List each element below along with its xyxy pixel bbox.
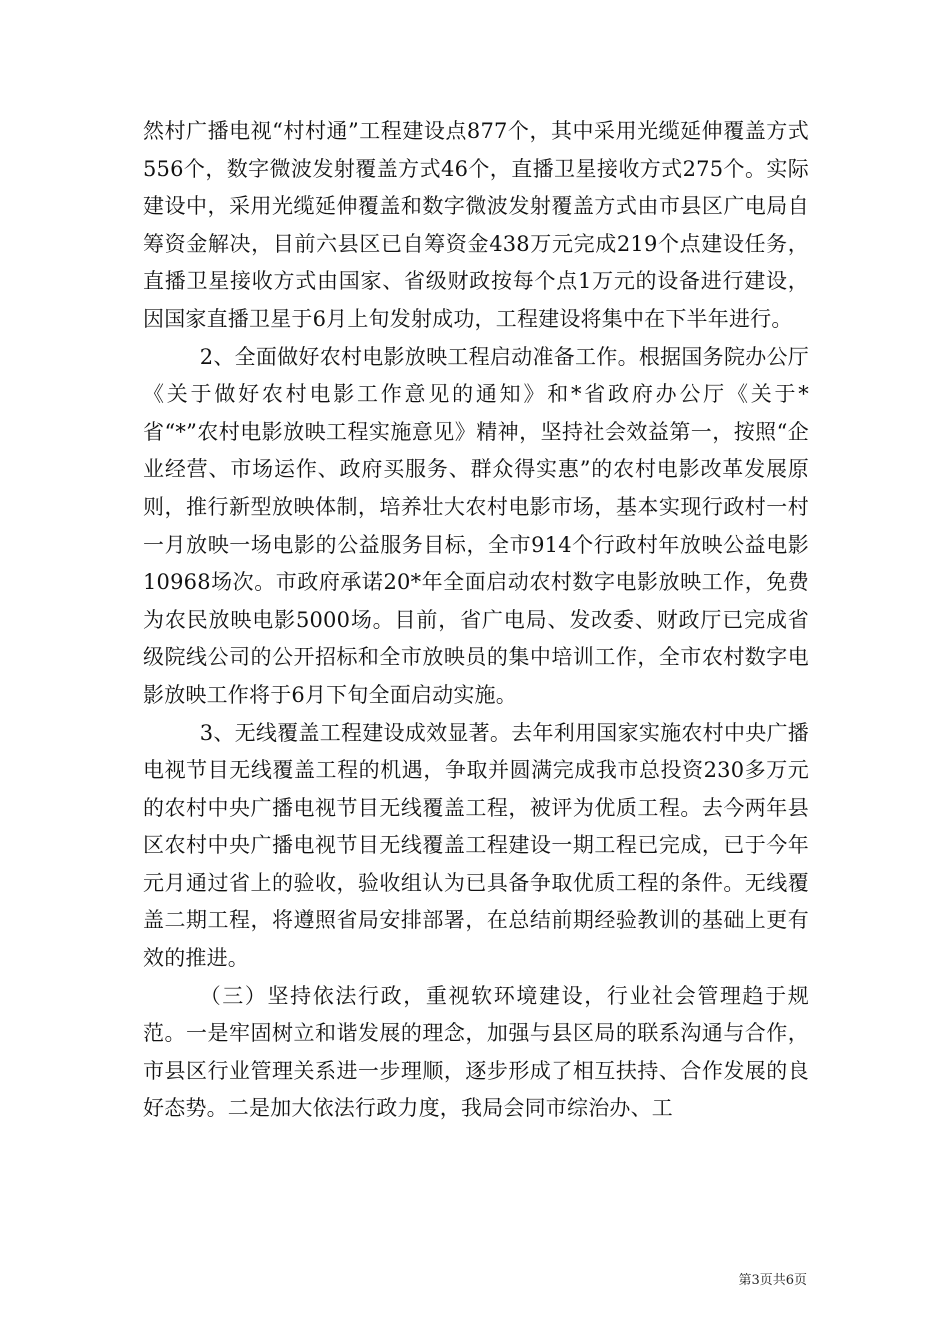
document-body [143, 113, 809, 1128]
page-number-footer: 第3页共6页 [738, 1273, 807, 1288]
paragraph-continuation: 然村广播电视“村村通”工程建设点877个，其中采用光缆延伸覆盖方式556个，数字微波发射覆盖方式46个，直播卫星接收方式275个。实际建设中，采用光缆延伸覆盖和数字微波发射覆盖方式由市县区广电局自筹资金解决，目前六县区已自筹资金438万元完成219个点建设任务，直播卫星接收方式由国家、省级财政按每个点1万元的设备进行建设，因国家直播卫星于6月上旬发射成功，工程建设将集中在下半年进行。 [143, 119, 809, 331]
paragraph-rural-film-projection: 2、全面做好农村电影放映工程启动准备工作。根据国务院办公厅《关于做好农村电影工作意见的通知》和*省政府办公厅《关于*省“*”农村电影放映工程实施意见》精神，坚持社会效益第一，按照“企业经营、市场运作、政府买服务、群众得实惠”的农村电影改革发展原则，推行新型放映体制，培养壮大农村电影市场，基本实现行政村一村一月放映一场电影的公益服务目标，全市914个行政村年放映公益电影10968场次。市政府承诺20*年全面启动农村数字电影放映工作，免费为农民放映电影5000场。目前，省广电局、发改委、财政厅已完成省级院线公司的公开招标和全市放映员的集中培训工作，全市农村数字电影放映工作将于6月下旬全面启动实施。 [143, 344, 809, 707]
paragraph-lawful-administration: （三）坚持依法行政，重视软环境建设，行业社会管理趋于规范。一是牢固树立和谐发展的理念，加强与县区局的联系沟通与合作，市县区行业管理关系进一步理顺，逐步形成了相互扶持、合作发展的良好态势。二是加大依法行政力度，我局会同市综治办、工 [143, 983, 809, 1121]
paragraph-wireless-coverage: 3、无线覆盖工程建设成效显著。去年利用国家实施农村中央广播电视节目无线覆盖工程的机遇，争取并圆满完成我市总投资230多万元的农村中央广播电视节目无线覆盖工程，被评为优质工程。去今两年县区农村中央广播电视节目无线覆盖工程建设一期工程已完成，已于今年元月通过省上的验收，验收组认为已具备争取优质工程的条件。无线覆盖二期工程，将遵照省局安排部署，在总结前期经验教训的基础上更有效的推进。 [143, 720, 809, 971]
